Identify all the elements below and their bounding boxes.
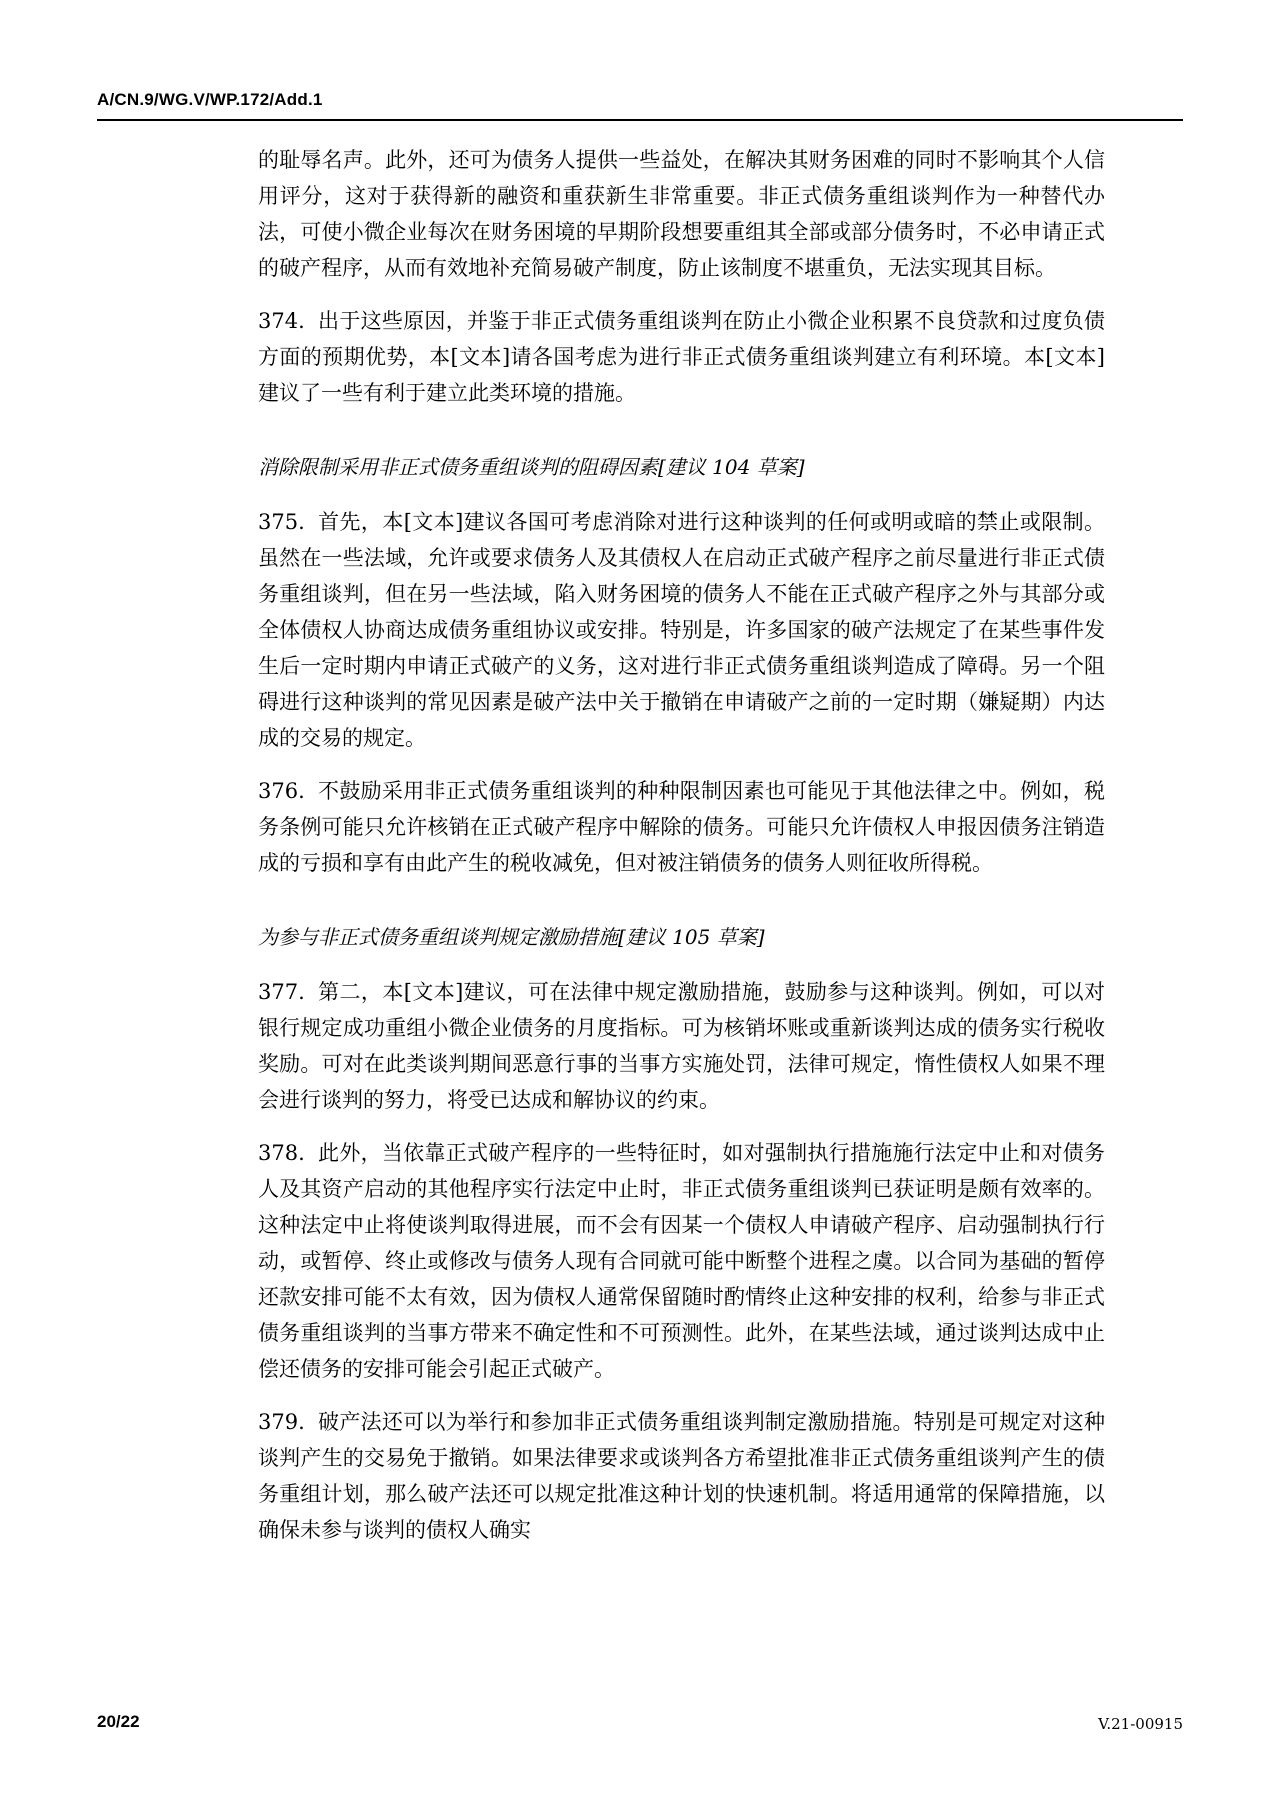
footer-page-number: 20/22 bbox=[97, 1712, 140, 1731]
paragraph bbox=[258, 142, 1105, 286]
paragraph bbox=[258, 773, 1105, 881]
paragraph-number: 378. bbox=[258, 1141, 305, 1165]
paragraph-text: 此外，当依靠正式破产程序的一些特征时，如对强制执行措施施行法定中止和对债务人及其资产启动的其他程序实行法定中止时，非正式债务重组谈判已获证明是颇有效率的。这种法定中止将使谈判取得进展，而不会有因某一个债权人申请破产程序、启动强制执行行动，或暂停、终止或修改与债务人现有合同就可能中断整个进程之虞。以合同为基础的暂停还款安排可能不太有效，因为债权人通常保留随时酌情终止这种安排的权利，给参与非正式债务重组谈判的当事方带来不确定性和不可预测性。此外，在某些法域，通过谈判达成中止偿还债务的安排可能会引起正式破产。 bbox=[258, 1141, 1105, 1381]
paragraphs bbox=[258, 142, 1105, 1548]
heading-text: 为参与非正式债务重组谈判规定激励措施[建议 105 草案] bbox=[258, 925, 765, 949]
section-heading bbox=[258, 919, 1105, 955]
paragraph-number: 376. bbox=[258, 779, 305, 803]
paragraph bbox=[258, 504, 1105, 756]
footer-job-number: V.21-00915 bbox=[1098, 1715, 1183, 1733]
document-header bbox=[97, 90, 1183, 121]
heading-text: 消除限制采用非正式债务重组谈判的阻碍因素[建议 104 草案] bbox=[258, 455, 805, 479]
paragraph-number: 374. bbox=[258, 309, 305, 333]
paragraph-text: 的耻辱名声。此外，还可为债务人提供一些益处，在解决其财务困难的同时不影响其个人信用评分，这对于获得新的融资和重获新生非常重要。非正式债务重组谈判作为一种替代办法，可使小微企业每次在财务困境的早期阶段想要重组其全部或部分债务时，不必申请正式的破产程序，从而有效地补充简易破产制度，防止该制度不堪重负，无法实现其目标。 bbox=[258, 148, 1105, 280]
paragraph-text: 不鼓励采用非正式债务重组谈判的种种限制因素也可能见于其他法律之中。例如，税务条例可能只允许核销在正式破产程序中解除的债务。可能只允许债权人申报因债务注销造成的亏损和享有由此产生的税收减免，但对被注销债务的债务人则征收所得税。 bbox=[258, 779, 1105, 875]
document-body bbox=[258, 142, 1105, 1565]
header-rule bbox=[97, 119, 1183, 121]
paragraph-text: 首先，本[文本]建议各国可考虑消除对进行这种谈判的任何或明或暗的禁止或限制。虽然在一些法域，允许或要求债务人及其债权人在启动正式破产程序之前尽量进行非正式债务重组谈判，但在另一些法域，陷入财务困境的债务人不能在正式破产程序之外与其部分或全体债权人协商达成债务重组协议或安排。特别是，许多国家的破产法规定了在某些事件发生后一定时期内申请正式破产的义务，这对进行非正式债务重组谈判造成了障碍。另一个阻碍进行这种谈判的常见因素是破产法中关于撤销在申请破产之前的一定时期（嫌疑期）内达成的交易的规定。 bbox=[258, 510, 1105, 750]
paragraph-number: 375. bbox=[258, 510, 305, 534]
paragraph-text: 第二，本[文本]建议，可在法律中规定激励措施，鼓励参与这种谈判。例如，可以对银行规定成功重组小微企业债务的月度指标。可为核销坏账或重新谈判达成的债务实行税收奖励。可对在此类谈判期间恶意行事的当事方实施处罚，法律可规定，惰性债权人如果不理会进行谈判的努力，将受已达成和解协议的约束。 bbox=[258, 980, 1105, 1112]
paragraph bbox=[258, 1135, 1105, 1387]
paragraph-text: 出于这些原因，并鉴于非正式债务重组谈判在防止小微企业积累不良贷款和过度负债方面的预期优势，本[文本]请各国考虑为进行非正式债务重组谈判建立有利环境。本[文本]建议了一些有利于建立此类环境的措施。 bbox=[258, 309, 1105, 405]
section-heading bbox=[258, 449, 1105, 485]
paragraph bbox=[258, 1404, 1105, 1548]
paragraph bbox=[258, 303, 1105, 411]
paragraph bbox=[258, 974, 1105, 1118]
document-symbol: A/CN.9/WG.V/WP.172/Add.1 bbox=[97, 90, 323, 109]
paragraph-number: 379. bbox=[258, 1410, 305, 1434]
paragraph-text: 破产法还可以为举行和参加非正式债务重组谈判制定激励措施。特别是可规定对这种谈判产生的交易免于撤销。如果法律要求或谈判各方希望批准非正式债务重组谈判产生的债务重组计划，那么破产法还可以规定批准这种计划的快速机制。将适用通常的保障措施，以确保未参与谈判的债权人确实 bbox=[258, 1410, 1105, 1542]
paragraph-number: 377. bbox=[258, 980, 305, 1004]
